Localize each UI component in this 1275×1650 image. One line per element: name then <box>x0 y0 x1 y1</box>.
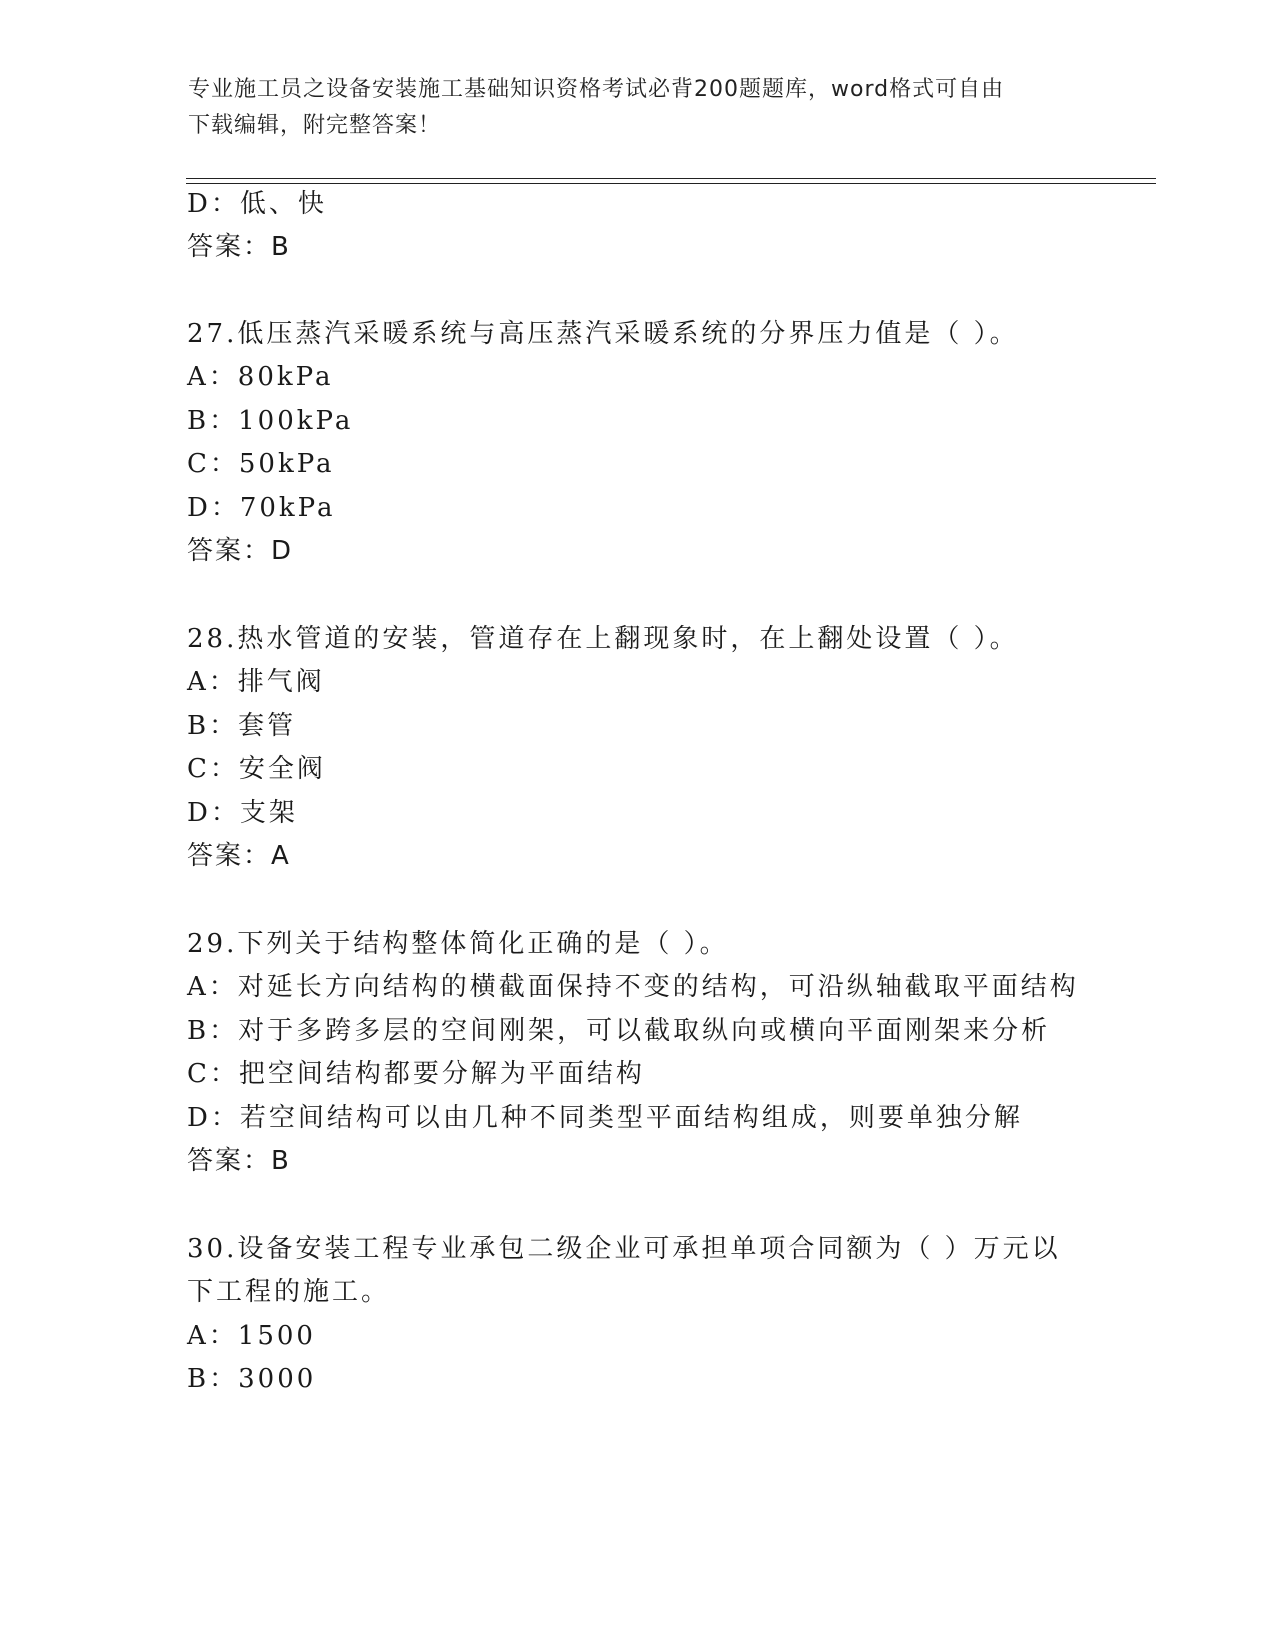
document-header <box>188 72 1088 144</box>
q30-question-line-2: 下工程的施工。 <box>187 1277 391 1307</box>
header-divider-bottom <box>186 183 1156 184</box>
q29-option-a: A：对延长方向结构的横截面保持不变的结构，可沿纵轴截取平面结构 <box>187 972 1079 1002</box>
q30-question-line-1: 30.设备安装工程专业承包二级企业可承担单项合同额为（ ）万元以 <box>187 1234 1061 1264</box>
q27-answer: 答案：D <box>187 536 294 566</box>
q29-answer: 答案：B <box>187 1146 291 1176</box>
q26-answer: 答案：B <box>187 232 291 262</box>
q28-answer: 答案：A <box>187 841 291 871</box>
q27-option-c: C：50kPa <box>187 449 335 479</box>
q28-option-b: B：套管 <box>187 711 297 741</box>
q29-question: 29.下列关于结构整体简化正确的是（ ）。 <box>187 929 729 959</box>
q30-option-a: A：1500 <box>187 1321 316 1351</box>
header-line-1: 专业施工员之设备安装施工基础知识资格考试必背200题题库，word格式可自由 <box>188 77 1005 102</box>
q28-question: 28.热水管道的安装，管道存在上翻现象时，在上翻处设置（ ）。 <box>187 624 1019 654</box>
header-line-2: 下载编辑，附完整答案！ <box>188 113 442 138</box>
q28-option-d: D：支架 <box>187 798 298 828</box>
q29-option-c: C：把空间结构都要分解为平面结构 <box>187 1059 645 1089</box>
q26-option-d: D：低、快 <box>187 189 327 219</box>
q27-option-a: A：80kPa <box>187 362 334 392</box>
q27-question: 27.低压蒸汽采暖系统与高压蒸汽采暖系统的分界压力值是（ ）。 <box>187 319 1019 349</box>
q27-option-d: D：70kPa <box>187 493 336 523</box>
q29-option-d: D：若空间结构可以由几种不同类型平面结构组成，则要单独分解 <box>187 1103 1023 1133</box>
q28-option-c: C：安全阀 <box>187 754 326 784</box>
q30-option-b: B：3000 <box>187 1364 317 1394</box>
q29-option-b: B：对于多跨多层的空间刚架，可以截取纵向或横向平面刚架来分析 <box>187 1016 1051 1046</box>
header-divider-top <box>186 178 1156 179</box>
q27-option-b: B：100kPa <box>187 406 354 436</box>
q28-option-a: A：排气阀 <box>187 667 325 697</box>
